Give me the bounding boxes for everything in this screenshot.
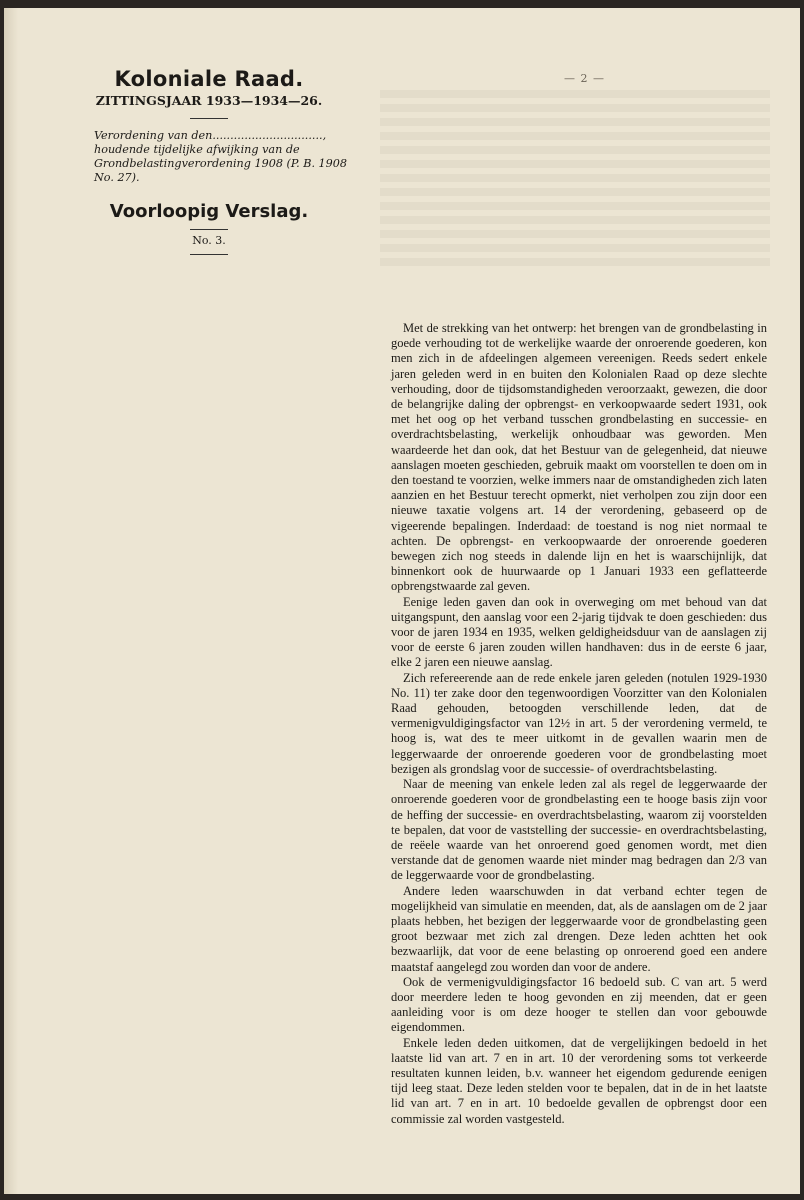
report-number: No. 3.	[192, 234, 226, 247]
page-edge	[4, 8, 18, 1194]
divider	[190, 254, 228, 255]
report-body	[391, 321, 767, 1127]
show-through-text	[380, 90, 770, 270]
divider	[190, 118, 228, 119]
paragraph: Eenige leden gaven dan ook in overweging om met behoud van dat uitgangspunt, den aanslag voor een 2-jarig tijdvak te doen geschieden: dus voor de jaren 1934 en 1935, welken geldigheidsduur van de aanslagen zij voor de eerste 6 jaren zouden willen handhaven: dus in de eerste 6 jaar, elke 2 jaren een nieuwe aanslag.	[391, 594, 767, 670]
paragraph: Naar de meening van enkele leden zal als regel de leggerwaarde der onroerende goederen voor de grondbelasting een te hooge basis zijn voor de heffing der successie- en overdrachtsbelasting, waarom zij voorstelden te bepalen, dat voor de vaststelling der successie- en overdrachtsbelasting, de reëele waarde van het onroerend goed genomen wordt, met dien verstande dat de genomen waarde niet minder mag bedragen dan 2/3 van de leggerwaarde voor de grondbelasting.	[391, 777, 767, 883]
council-title: Koloniale Raad.	[114, 67, 304, 91]
paragraph: Enkele leden deden uitkomen, dat de vergelijkingen bedoeld in het laatste lid van art. 7 en in art. 10 der verordening soms tot verkeerde resultaten kunnen leiden, b.v. wanneer het eigendom gedurende eenigen tijd leeg staat. Deze leden stelden voor te bepalen, dat in de in het laatste lid van art. 7 en in art. 10 bedoelde gevallen de opbrengst door een commissie zal worden vastgesteld.	[391, 1035, 767, 1126]
report-title: Voorloopig Verslag.	[109, 201, 309, 222]
paragraph: Andere leden waarschuwden in dat verband echter tegen de mogelijkheid van simulatie en meenden, dat, als de aanslagen om de 2 jaar plaats hebben, het bezigen der leggerwaarde voor de grondbelasting geen groot bezwaar met zich zal drengen. Deze leden achtten het ook bezwaarlijk, dat voor de eene belasting op onroerend goed een andere maatstaf aangelegd zou worden dan voor de andere.	[391, 883, 767, 974]
page-number: — 2 —	[564, 72, 605, 85]
paragraph: Ook de vermenigvuldigingsfactor 16 bedoeld sub. C van art. 5 werd door meerdere leden te hoog gevonden en zij meenden, dat er geen aanleiding voor is om deze hooger te stellen dan voor gebouwde eigendommen.	[391, 974, 767, 1035]
document-header	[64, 66, 354, 255]
divider	[190, 229, 228, 230]
ordinance-subject: Verordening van den..............................., houdende tijdelijke afwijking van de Grondbelastingverordening 1908 (P. B. 1908 No. 27).	[94, 129, 348, 184]
document-page	[4, 8, 800, 1194]
session-year: ZITTINGSJAAR 1933—1934—26.	[95, 93, 323, 108]
paragraph: Zich refereerende aan de rede enkele jaren geleden (notulen 1929-1930 No. 11) ter zake door den tegenwoordigen Voorzitter van den Kolonialen Raad gehouden, betoogden verschillende leden, dat de vermenigvuldigingsfactor van 12½ in art. 5 der verordening vermeld, te hoog is, wat des te meer uitkomt in de gevallen waarin men de leggerwaarde der onroerende goederen voor de grondbelasting moet bezigen als grondslag voor de successie- of overdrachtsbelasting.	[391, 670, 767, 776]
paragraph: Met de strekking van het ontwerp: het brengen van de grondbelasting in goede verhouding tot de werkelijke waarde der onroerende goederen, kon men zich in de afdeelingen algemeen vereenigen. Reeds sedert enkele jaren geleden werd in en buiten den Kolonialen Raad op deze slechte verhouding, door de tijdsomstandigheden veroorzaakt, gewezen, die door de belangrijke daling der opbrengst- en verkoopwaarde sedert 1931, ook met het oog op het verband tusschen grondbelasting en successie- en overdrachtsbelasting, werkelijk onhoudbaar was geworden. Men waardeerde het dan ook, dat het Bestuur van de gelegenheid, dat nieuwe aanslagen moeten geschieden, gebruik maakt om voorstellen te doen om in den toestand te voorzien, welke immers naar de omstandigheden zich laten aanzien en het Bestuur terecht opmerkt, niet verholpen zou zijn door een nieuwe taxatie volgens art. 14 der verordening, gebaseerd op de vigeerende bepalingen. Inderdaad: de toestand is nog niet normaal te achten. De opbrengst- en verkoopwaarde der onroerende goederen bewegen zich nog steeds in dalende lijn en het is waarschijnlijk, dat binnenkort ook de huurwaarde op 1 Januari 1933 een geflatteerde opbrengstwaarde zal geven.	[391, 321, 767, 594]
